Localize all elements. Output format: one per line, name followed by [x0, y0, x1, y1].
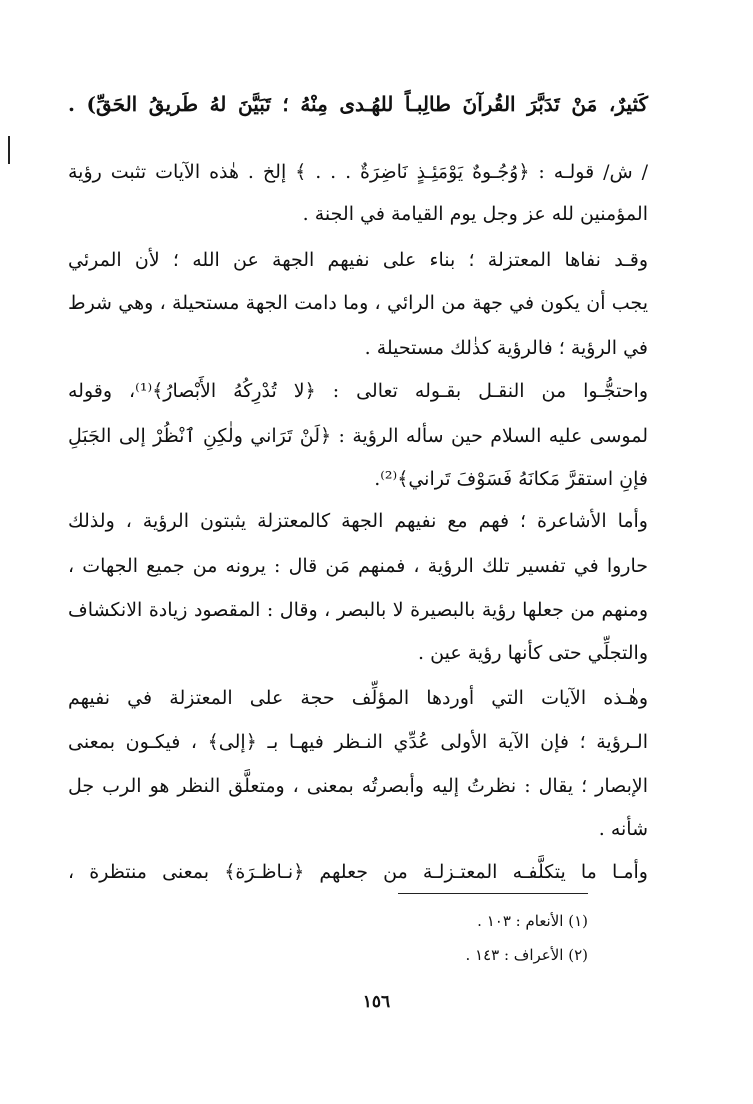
text-line-8: لموسى عليه السلام حين سأله الرؤية : ﴿لَنْ تَرَاني ولٰكِنِ ٱنْظُرْ إلى الجَبَلِ — [68, 425, 648, 447]
text-line-10: وأما الأشاعرة ؛ فهم مع نفيهم الجهة كالمعتزلة يثبتون الرؤية ، ولذلك — [68, 510, 648, 532]
text-line-14: وهٰـذه الآيات التي أوردها المؤلِّف حجة على المعتزلة في نفيهم — [68, 687, 648, 709]
text-line-13: والتجلِّي حتى كأنها رؤية عين . — [418, 642, 648, 664]
text-line-4: وقـد نفاها المعتزلة ؛ بناء على نفيهم الجهة عن الله ؛ لأن المرئي — [68, 249, 648, 271]
text-line-12: ومنهم من جعلها رؤية بالبصيرة لا بالبصر ، وقال : المقصود زيادة الانكشاف — [68, 599, 648, 621]
footnote-divider — [398, 893, 588, 894]
footnote-1: (١) الأنعام : ١٠٣ . — [477, 912, 588, 930]
text-line-9: فإنِ استقرَّ مَكانَهُ فَسَوْفَ تَراني﴾⁽²⁾. — [374, 468, 648, 490]
text-line-3: المؤمنين لله عز وجل يوم القيامة في الجنة . — [302, 203, 648, 225]
page-number: ١٥٦ — [362, 992, 391, 1012]
text-line-16: الإبصار ؛ يقال : نظرتُ إليه وأبصرتُه بمعنى ، ومتعلَّق النظر هو الرب جل — [68, 775, 648, 797]
text-line-7: واحتجُّـوا من النقـل بقـوله تعالى : ﴿لا تُدْرِكُهُ الأَبْصارُ﴾⁽¹⁾، وقوله — [68, 380, 649, 402]
text-line-18: وأمـا ما يتكلَّفـه المعتـزلـة من جعلهم ﴿نـاظـرَة﴾ بمعنى منتظرة ، — [68, 861, 648, 883]
margin-mark — [8, 136, 10, 164]
text-line-6: في الرؤية ؛ فالرؤية كذٰلك مستحيلة . — [364, 337, 648, 359]
text-line-15: الـرؤية ؛ فإن الآية الأولى عُدِّي النـظر فيهـا بـ ﴿إلى﴾ ، فيكـون بمعنى — [68, 731, 648, 753]
text-line-11: حاروا في تفسير تلك الرؤية ، فمنهم مَن قال : يرونه من جميع الجهات ، — [68, 555, 648, 577]
text-line-1: كَثيرٌ، مَنْ تَدَبَّرَ القُرآنَ طالِبـاً للهُـدى مِنْهُ ؛ تَبَيَّنَ لهُ طَريقُ الحَقِّ) . — [68, 92, 648, 116]
text-line-5: يجب أن يكون في جهة من الرائي ، وما دامت الجهة مستحيلة ، وهي شرط — [68, 292, 648, 314]
text-line-17: شأنه . — [598, 818, 648, 840]
text-line-2: / ش/ قولـه : ﴿وُجُـوهٌ يَوْمَئِـذٍ نَاضِرَةٌ . . . ﴾ إلخ . هٰذه الآيات تثبت رؤية — [68, 161, 648, 183]
footnote-2: (٢) الأعراف : ١٤٣ . — [465, 946, 588, 964]
